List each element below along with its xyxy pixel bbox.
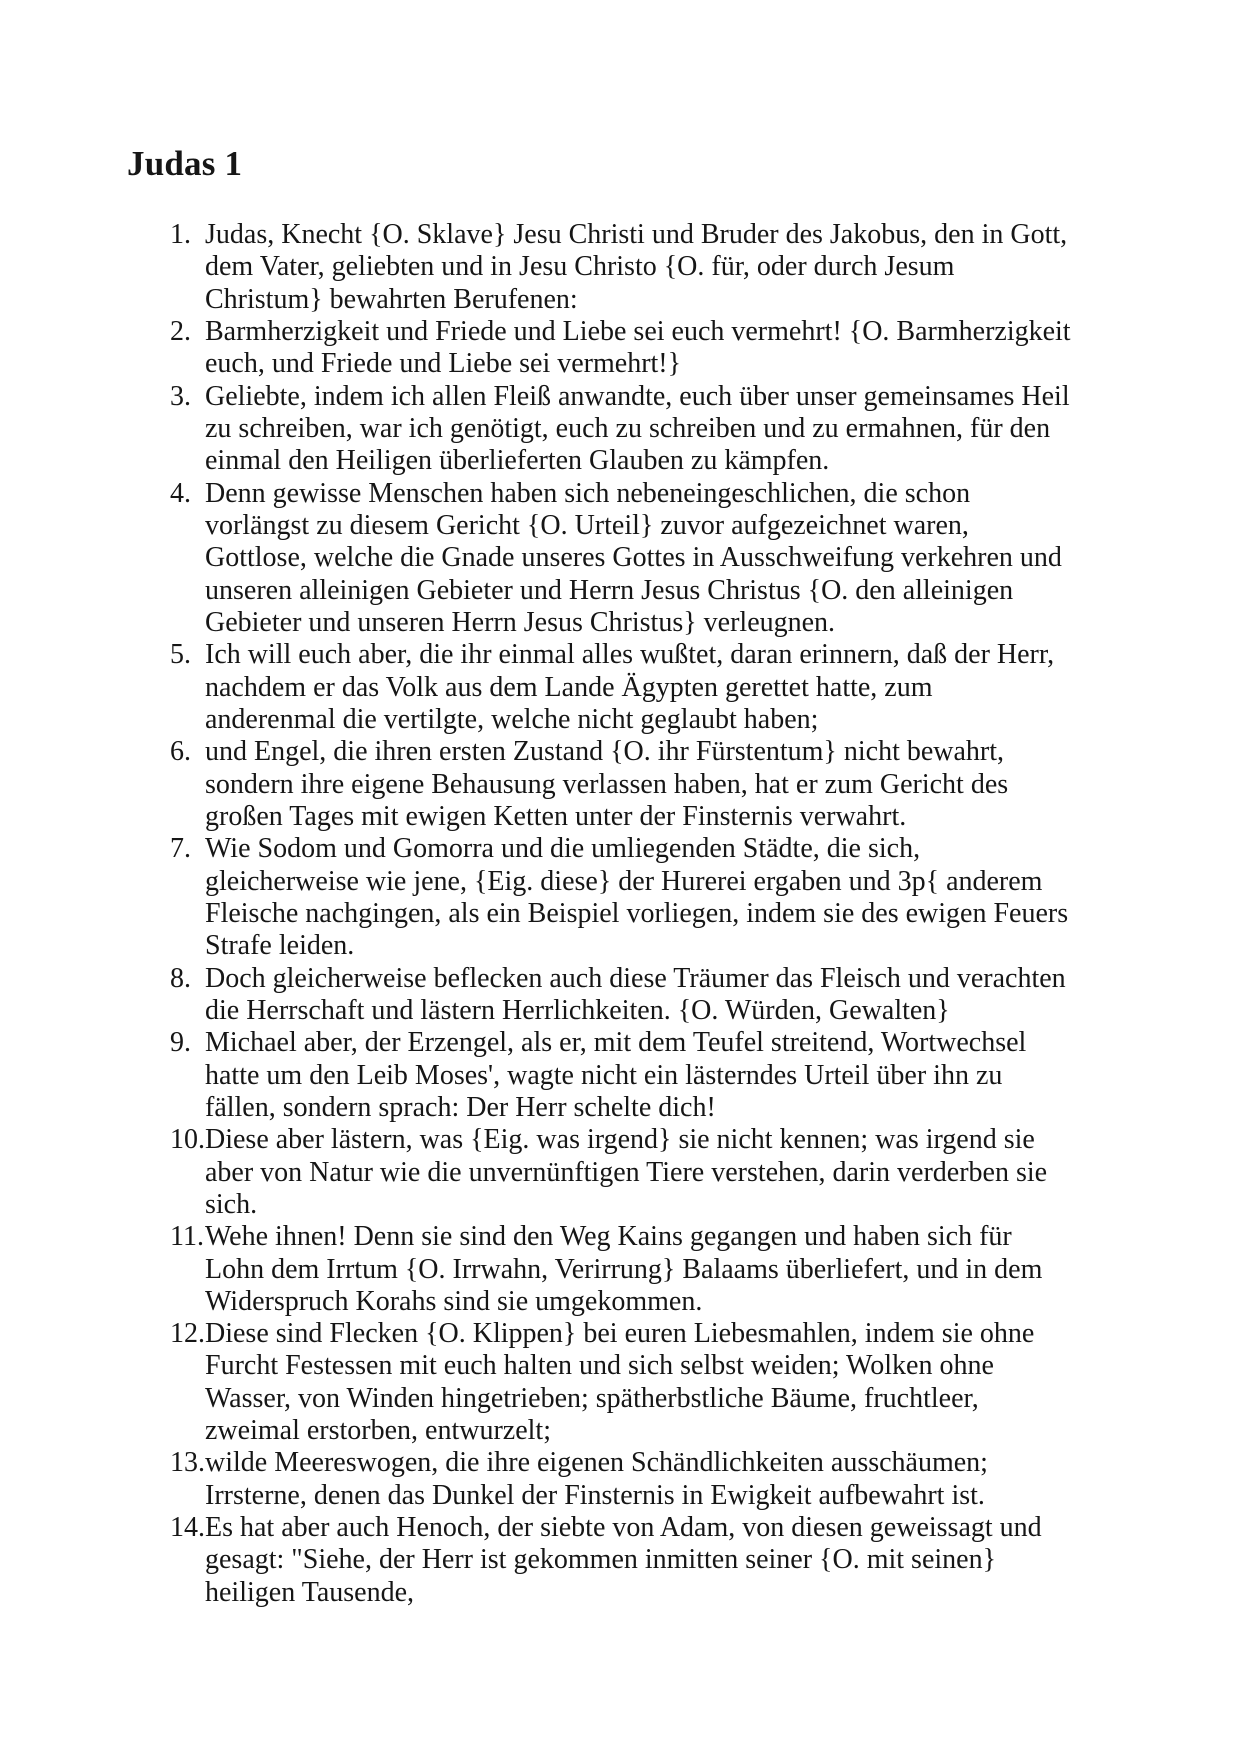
verse-text	[205, 1447, 1239, 1512]
verse-text-line: Diese sind Flecken {O. Klippen} bei euren Liebesmahlen, indem sie ohne	[205, 1318, 1035, 1350]
verse-text-line: Judas, Knecht {O. Sklave} Jesu Christi und Bruder des Jakobus, den in Gott,	[205, 219, 1068, 250]
verse-text-line: Furcht Festessen mit euch halten und sich selbst weiden; Wolken ohne	[205, 1350, 994, 1382]
verse-item	[0, 316, 1239, 381]
verse-item	[0, 1318, 1239, 1447]
verse-text-line: großen Tages mit ewigen Ketten unter der Finsternis verwahrt.	[205, 800, 907, 832]
verse-item	[0, 1124, 1239, 1221]
verse-number: 12.	[170, 1318, 205, 1350]
verse-text-line: Ich will euch aber, die ihr einmal alles wußtet, daran erinnern, daß der Herr,	[205, 639, 1055, 671]
verse-text	[205, 381, 1239, 478]
verse-text	[205, 736, 1239, 833]
verse-number: 1.	[170, 219, 191, 250]
verse-list	[0, 219, 1239, 1609]
verse-number: 5.	[170, 639, 191, 671]
verse-item	[0, 833, 1239, 962]
verse-item	[0, 1027, 1239, 1124]
verse-text-line: fällen, sondern sprach: Der Herr schelte dich!	[205, 1091, 716, 1123]
verse-text-line: gesagt: "Siehe, der Herr ist gekommen inmitten seiner {O. mit seinen}	[205, 1544, 997, 1576]
verse-text-line: vorlängst zu diesem Gericht {O. Urteil} zuvor aufgezeichnet waren,	[205, 509, 969, 541]
verse-text-line: gleicherweise wie jene, {Eig. diese} der Hurerei ergaben und 3p{ anderem	[205, 865, 1043, 897]
verse-text-line: Wasser, von Winden hingetrieben; spätherbstliche Bäume, fruchtleer,	[205, 1382, 979, 1414]
verse-text-line: Denn gewisse Menschen haben sich nebeneingeschlichen, die schon	[205, 477, 971, 509]
verse-text	[205, 1221, 1239, 1318]
verse-number: 9.	[170, 1027, 191, 1059]
verse-text-line: unseren alleinigen Gebieter und Herrn Jesus Christus {O. den alleinigen	[205, 574, 1014, 606]
verse-text	[205, 316, 1239, 381]
verse-item	[0, 963, 1239, 1028]
verse-number: 2.	[170, 315, 191, 347]
verse-item	[0, 639, 1239, 736]
verse-text-line: Lohn dem Irrtum {O. Irrwahn, Verirrung} Balaams überliefert, und in dem	[205, 1253, 1043, 1285]
verse-number: 14.	[170, 1512, 205, 1544]
verse-text	[205, 963, 1239, 1028]
verse-item	[0, 478, 1239, 640]
verse-text-line: die Herrschaft und lästern Herrlichkeiten. {O. Würden, Gewalten}	[205, 994, 950, 1026]
verse-text-line: sich.	[205, 1188, 258, 1220]
verse-text-line: aber von Natur wie die unvernünftigen Tiere verstehen, darin verderben sie	[205, 1156, 1048, 1188]
verse-text-line: wilde Meereswogen, die ihre eigenen Schändlichkeiten ausschäumen;	[205, 1447, 988, 1479]
verse-text-line: Fleische nachgingen, als ein Beispiel vorliegen, indem sie des ewigen Feuers	[205, 897, 1069, 929]
verse-number: 8.	[170, 962, 191, 994]
verse-text	[205, 833, 1239, 962]
verse-text-line: sondern ihre eigene Behausung verlassen haben, hat er zum Gericht des	[205, 768, 1009, 800]
verse-item	[0, 1221, 1239, 1318]
verse-text-line: Doch gleicherweise beflecken auch diese Träumer das Fleisch und verachten	[205, 962, 1066, 994]
verse-item	[0, 381, 1239, 478]
verse-text-line: dem Vater, geliebten und in Jesu Christo {O. für, oder durch Jesum	[205, 251, 955, 283]
verse-item	[0, 219, 1239, 316]
verse-text-line: Irrsterne, denen das Dunkel der Finsternis in Ewigkeit aufbewahrt ist.	[205, 1479, 985, 1511]
verse-text	[205, 478, 1239, 640]
verse-text	[205, 219, 1239, 316]
verse-text-line: Wie Sodom und Gomorra und die umliegenden Städte, die sich,	[205, 833, 921, 865]
verse-text-line: heiligen Tausende,	[205, 1576, 415, 1608]
verse-text-line: Gottlose, welche die Gnade unseres Gottes in Ausschweifung verkehren und	[205, 542, 1062, 574]
verse-text-line: hatte um den Leib Moses', wagte nicht ein lästerndes Urteil über ihn zu	[205, 1059, 1003, 1091]
verse-number: 7.	[170, 833, 191, 865]
verse-text-line: Es hat aber auch Henoch, der siebte von Adam, von diesen geweissagt und	[205, 1512, 1042, 1544]
verse-item	[0, 1512, 1239, 1609]
verse-item	[0, 1447, 1239, 1512]
verse-text-line: Strafe leiden.	[205, 930, 355, 962]
verse-number: 4.	[170, 477, 191, 509]
verse-text-line: euch, und Friede und Liebe sei vermehrt!}	[205, 348, 682, 380]
verse-text	[205, 1027, 1239, 1124]
verse-text-line: anderenmal die vertilgte, welche nicht geglaubt haben;	[205, 703, 819, 735]
verse-text	[205, 1512, 1239, 1609]
verse-number: 13.	[170, 1447, 205, 1479]
verse-text-line: Gebieter und unseren Herrn Jesus Christus} verleugnen.	[205, 606, 836, 638]
verse-text	[205, 639, 1239, 736]
verse-text-line: einmal den Heiligen überlieferten Glauben zu kämpfen.	[205, 445, 830, 477]
verse-text-line: nachdem er das Volk aus dem Lande Ägypten gerettet hatte, zum	[205, 671, 933, 703]
verse-number: 3.	[170, 380, 191, 412]
verse-text-line: Wehe ihnen! Denn sie sind den Weg Kains gegangen und haben sich für	[205, 1221, 1012, 1253]
verse-text-line: Diese aber lästern, was {Eig. was irgend} sie nicht kennen; was irgend sie	[205, 1124, 1035, 1156]
verse-text-line: Geliebte, indem ich allen Fleiß anwandte, euch über unser gemeinsames Heil	[205, 380, 1070, 412]
verse-text-line: zu schreiben, war ich genötigt, euch zu schreiben und zu ermahnen, für den	[205, 412, 1051, 444]
verse-number: 10.	[170, 1124, 205, 1156]
page-title: Judas 1	[127, 144, 243, 183]
verse-text-line: zweimal erstorben, entwurzelt;	[205, 1415, 551, 1447]
verse-number: 6.	[170, 736, 191, 768]
verse-number: 11.	[170, 1221, 204, 1253]
verse-text	[205, 1124, 1239, 1221]
verse-text-line: Christum} bewahrten Berufenen:	[205, 283, 578, 315]
verse-text-line: Widerspruch Korahs sind sie umgekommen.	[205, 1285, 703, 1317]
verse-text-line: und Engel, die ihren ersten Zustand {O. ihr Fürstentum} nicht bewahrt,	[205, 736, 1005, 768]
verse-item	[0, 736, 1239, 833]
verse-text-line: Barmherzigkeit und Friede und Liebe sei euch vermehrt! {O. Barmherzigkeit	[205, 315, 1071, 347]
verse-text-line: Michael aber, der Erzengel, als er, mit dem Teufel streitend, Wortwechsel	[205, 1027, 1027, 1059]
verse-text	[205, 1318, 1239, 1447]
